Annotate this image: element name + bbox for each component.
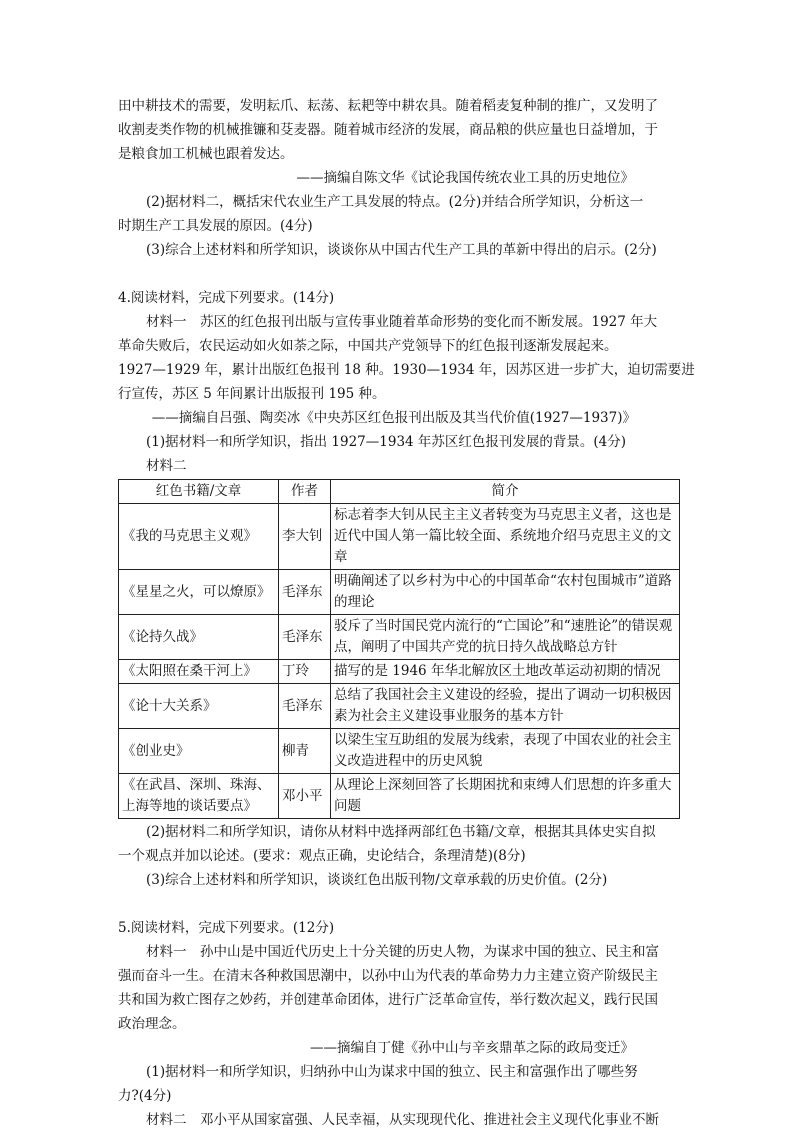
- material-text: 1927—1929 年，累计出版红色报刊 18 种。1930—1934 年，因苏区进一步扩大，迫切需要进: [118, 362, 695, 378]
- red-books-table: [118, 479, 680, 819]
- question-5-1-cont: 力?(4分): [118, 1088, 172, 1104]
- question-5-heading: 5.阅读材料，完成下列要求。(12分): [118, 920, 335, 936]
- material-text: 材料二 邓小平从国家富强、人民幸福，从实现现代化、推进社会主义现代化事业不断: [146, 1112, 659, 1128]
- column-header: 红色书籍/文章: [119, 480, 279, 504]
- question-4-2: (2)据材料二和所学知识，请你从材料中选择两部红色书籍/文章，根据其具体史实自拟: [146, 824, 656, 840]
- source-citation: ——摘编自陈文华《试论我国传统农业工具的历史地位》: [296, 170, 634, 186]
- question-4-1: (1)据材料一和所学知识，指出 1927—1934 年苏区红色报刊发展的背景。(4分): [146, 434, 627, 450]
- book-title: 《星星之火，可以燎原》: [119, 570, 279, 615]
- table-row: [119, 615, 680, 660]
- book-author: 李大钊: [279, 504, 331, 570]
- table-header-row: [119, 480, 680, 504]
- table-row: [119, 570, 680, 615]
- question-3-2-cont: 时期生产工具发展的原因。(4分): [118, 218, 313, 234]
- question-5-1: (1)据材料一和所学知识，归纳孙中山为谋求中国的独立、民主和富强作出了哪些努: [146, 1064, 638, 1080]
- question-4-heading: 4.阅读材料，完成下列要求。(14分): [118, 290, 335, 306]
- question-3-2: (2)据材料二，概括宋代农业生产工具发展的特点。(2分)并结合所学知识，分析这一: [146, 194, 644, 210]
- text-line: 田中耕技术的需要，发明耘爪、耘荡、耘耙等中耕农具。随着稻麦复种制的推广，又发明了: [118, 98, 658, 114]
- book-title: 《论十大关系》: [119, 684, 279, 729]
- material-text: 材料一 苏区的红色报刊出版与宣传事业随着革命形势的变化而不断发展。1927 年大: [146, 314, 658, 330]
- material-text: 政治理念。: [118, 1016, 186, 1032]
- table-row: [119, 729, 680, 774]
- book-title: 《创业史》: [119, 729, 279, 774]
- book-title: 《在武昌、深圳、珠海、上海等地的谈话要点》: [119, 774, 279, 819]
- book-author: 丁玲: [279, 660, 331, 684]
- table-row: [119, 660, 680, 684]
- text-line: 是粮食加工机械也跟着发达。: [118, 146, 294, 162]
- column-header: 作者: [279, 480, 331, 504]
- source-citation: ——摘编自吕强、陶奕冰《中央苏区红色报刊出版及其当代价值(1927—1937)》: [151, 410, 636, 426]
- material-text: 共和国为救亡图存之妙药，并创建革命团体，进行广泛革命宣传，举行数次起义，践行民国: [118, 992, 658, 1008]
- text-line: 收割麦类作物的机械推镰和芟麦器。随着城市经济的发展，商品粮的供应量也日益增加，于: [118, 122, 658, 138]
- book-description: 明确阐述了以乡村为中心的中国革命“农村包围城市”道路的理论: [331, 570, 680, 615]
- question-4-3: (3)综合上述材料和所学知识，谈谈红色出版刊物/文章承载的历史价值。(2分): [146, 872, 608, 888]
- exam-page: [118, 94, 695, 1132]
- book-description: 描写的是 1946 年华北解放区土地改革运动初期的情况: [331, 660, 680, 684]
- column-header: 简介: [331, 480, 680, 504]
- question-3-3: (3)综合上述材料和所学知识，谈谈你从中国古代生产工具的革新中得出的启示。(2分): [146, 242, 657, 258]
- book-author: 邓小平: [279, 774, 331, 819]
- book-author: 毛泽东: [279, 615, 331, 660]
- book-description: 从理论上深刻回答了长期困扰和束缚人们思想的许多重大问题: [331, 774, 680, 819]
- table-row: [119, 504, 680, 570]
- book-title: 《我的马克思主义观》: [119, 504, 279, 570]
- book-description: 总结了我国社会主义建设的经验，提出了调动一切积极因素为社会主义建设事业服务的基本方针: [331, 684, 680, 729]
- table-row: [119, 774, 680, 819]
- question-4-2-cont: 一个观点并加以论述。(要求：观点正确，史论结合，条理清楚)(8分): [118, 848, 526, 864]
- material-text: 革命失败后，农民运动如火如荼之际，中国共产党领导下的红色报刊逐渐发展起来。: [118, 338, 618, 354]
- source-citation: ——摘编自丁健《孙中山与辛亥鼎革之际的政局变迁》: [310, 1040, 634, 1056]
- material-label: 材料二: [146, 458, 187, 474]
- material-text: 强而奋斗一生。在清末各种救国思潮中，以孙中山为代表的革命势力力主建立资产阶级民主: [118, 968, 658, 984]
- book-description: 以梁生宝互助组的发展为线索，表现了中国农业的社会主义改造进程中的历史风貌: [331, 729, 680, 774]
- material-text: 行宣传，苏区 5 年间累计出版报刊 195 种。: [118, 386, 386, 402]
- book-title: 《论持久战》: [119, 615, 279, 660]
- book-description: 标志着李大钊从民主主义者转变为马克思主义者，这也是近代中国人第一篇比较全面、系统地介绍马克思主义的文章: [331, 504, 680, 570]
- table-row: [119, 684, 680, 729]
- book-author: 毛泽东: [279, 570, 331, 615]
- book-author: 毛泽东: [279, 684, 331, 729]
- book-description: 驳斥了当时国民党内流行的“亡国论”和“速胜论”的错误观点，阐明了中国共产党的抗日持久战战略总方针: [331, 615, 680, 660]
- material-text: 材料一 孙中山是中国近代历史上十分关键的历史人物，为谋求中国的独立、民主和富: [146, 944, 659, 960]
- book-title: 《太阳照在桑干河上》: [119, 660, 279, 684]
- book-author: 柳青: [279, 729, 331, 774]
